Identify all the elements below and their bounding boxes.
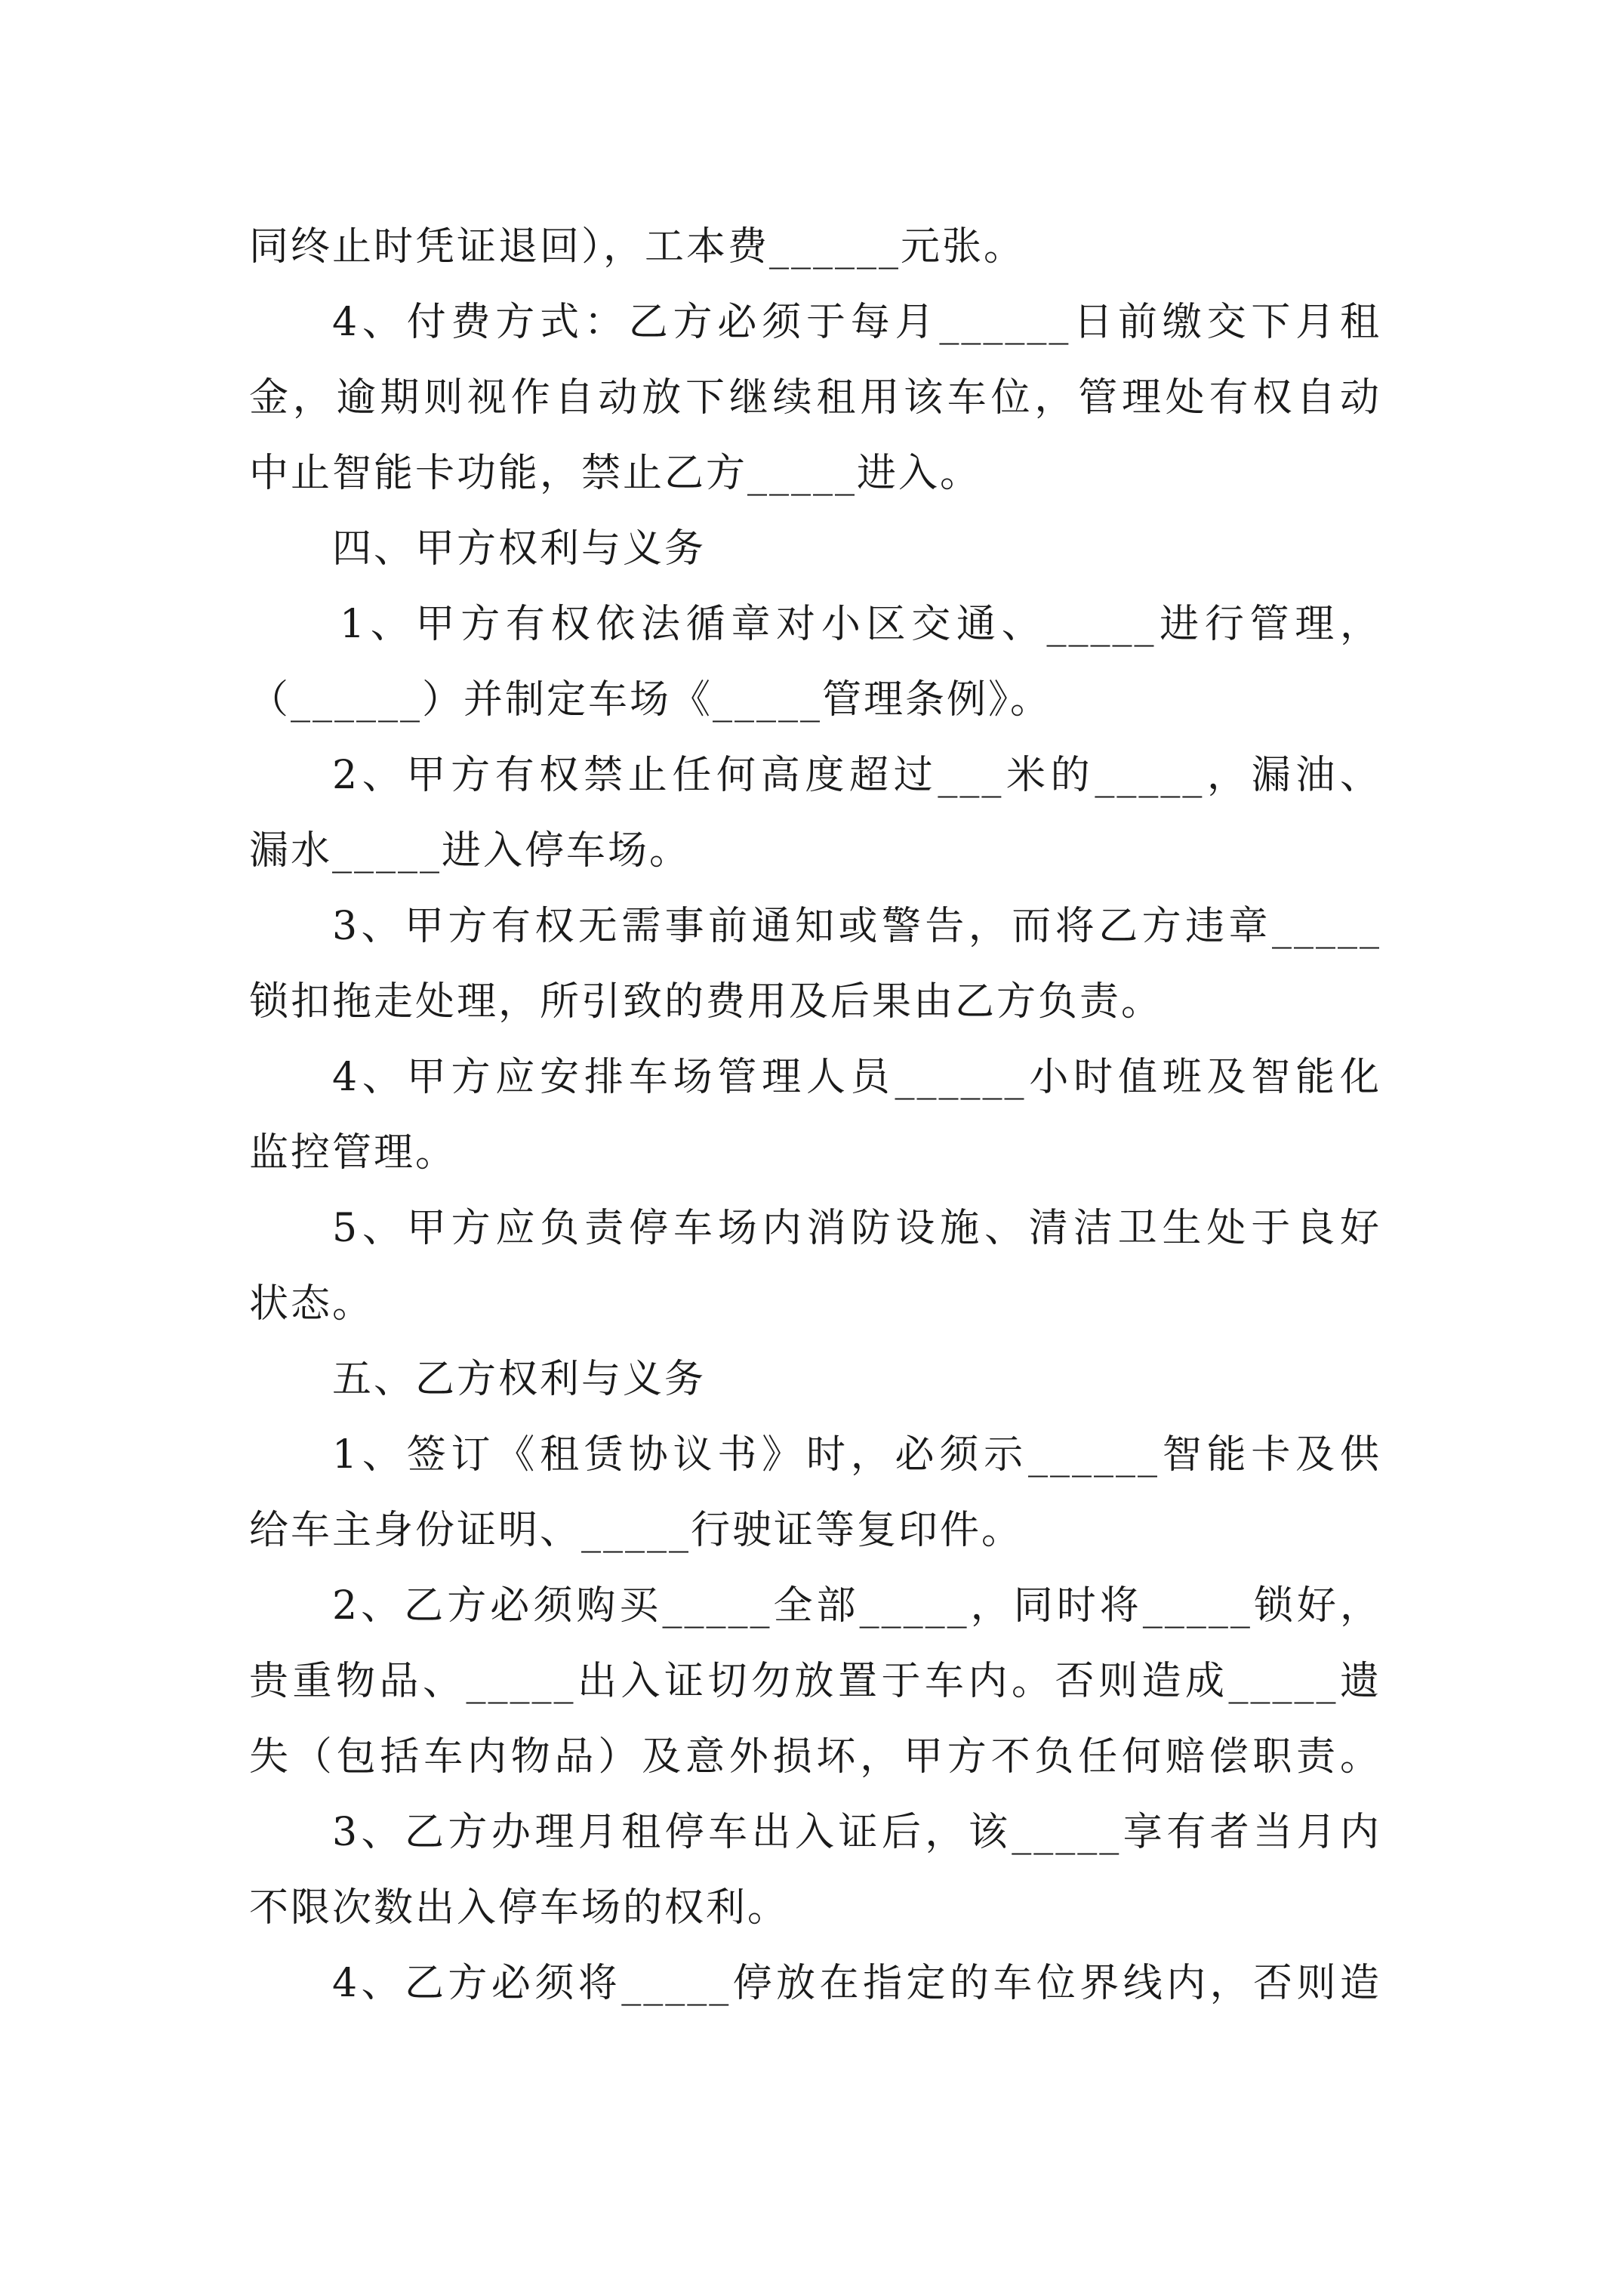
section-heading-4: 四、甲方权利与义务 (332, 526, 707, 572)
text-line-8: 2、甲方有权禁止任何高度超过___米的_____，漏油、 (332, 753, 1381, 798)
text-line-6: 1、甲方有权依法循章对小区交通、_____进行管理， (340, 602, 1381, 647)
text-line-11: 锁扣拖走处理，所引致的费用及后果由乙方负责。 (249, 979, 1163, 1025)
text-line-23: 不限次数出入停车场的权利。 (249, 1885, 790, 1931)
text-line-21: 失（包括车内物品）及意外损坏，甲方不负任何赔偿职责。 (249, 1734, 1381, 1780)
text-line-12: 4、甲方应安排车场管理人员______小时值班及智能化 (332, 1055, 1381, 1100)
text-line-22: 3、乙方办理月租停车出入证后，该_____享有者当月内 (332, 1810, 1381, 1855)
text-line-17: 1、签订《租赁协议书》时，必须示______智能卡及供 (332, 1432, 1381, 1478)
text-line-1: 同终止时凭证退回），工本费______元张。 (249, 224, 1026, 270)
text-line-15: 状态。 (249, 1281, 374, 1327)
text-line-9: 漏水_____进入停车场。 (249, 828, 691, 874)
text-line-13: 监控管理。 (249, 1130, 457, 1176)
text-line-20: 贵重物品、_____出入证切勿放置于车内。否则造成_____遗 (249, 1659, 1381, 1704)
text-line-7: （______）并制定车场《_____管理条例》。 (249, 677, 1052, 723)
text-line-18: 给车主身份证明、_____行驶证等复印件。 (249, 1508, 1024, 1553)
text-line-3: 金，逾期则视作自动放下继续租用该车位，管理处有权自动 (249, 375, 1381, 421)
text-line-14: 5、甲方应负责停车场内消防设施、清洁卫生处于良好 (332, 1206, 1381, 1251)
text-line-10: 3、甲方有权无需事前通知或警告，而将乙方违章_____ (332, 904, 1381, 949)
section-heading-5: 五、乙方权利与义务 (332, 1357, 707, 1402)
text-line-19: 2、乙方必须购买_____全部_____，同时将_____锁好， (332, 1583, 1381, 1629)
text-line-2: 4、付费方式：乙方必须于每月______日前缴交下月租 (332, 300, 1381, 345)
text-line-4: 中止智能卡功能，禁止乙方_____进入。 (249, 451, 982, 496)
text-line-24: 4、乙方必须将_____停放在指定的车位界线内，否则造 (332, 1961, 1381, 2006)
